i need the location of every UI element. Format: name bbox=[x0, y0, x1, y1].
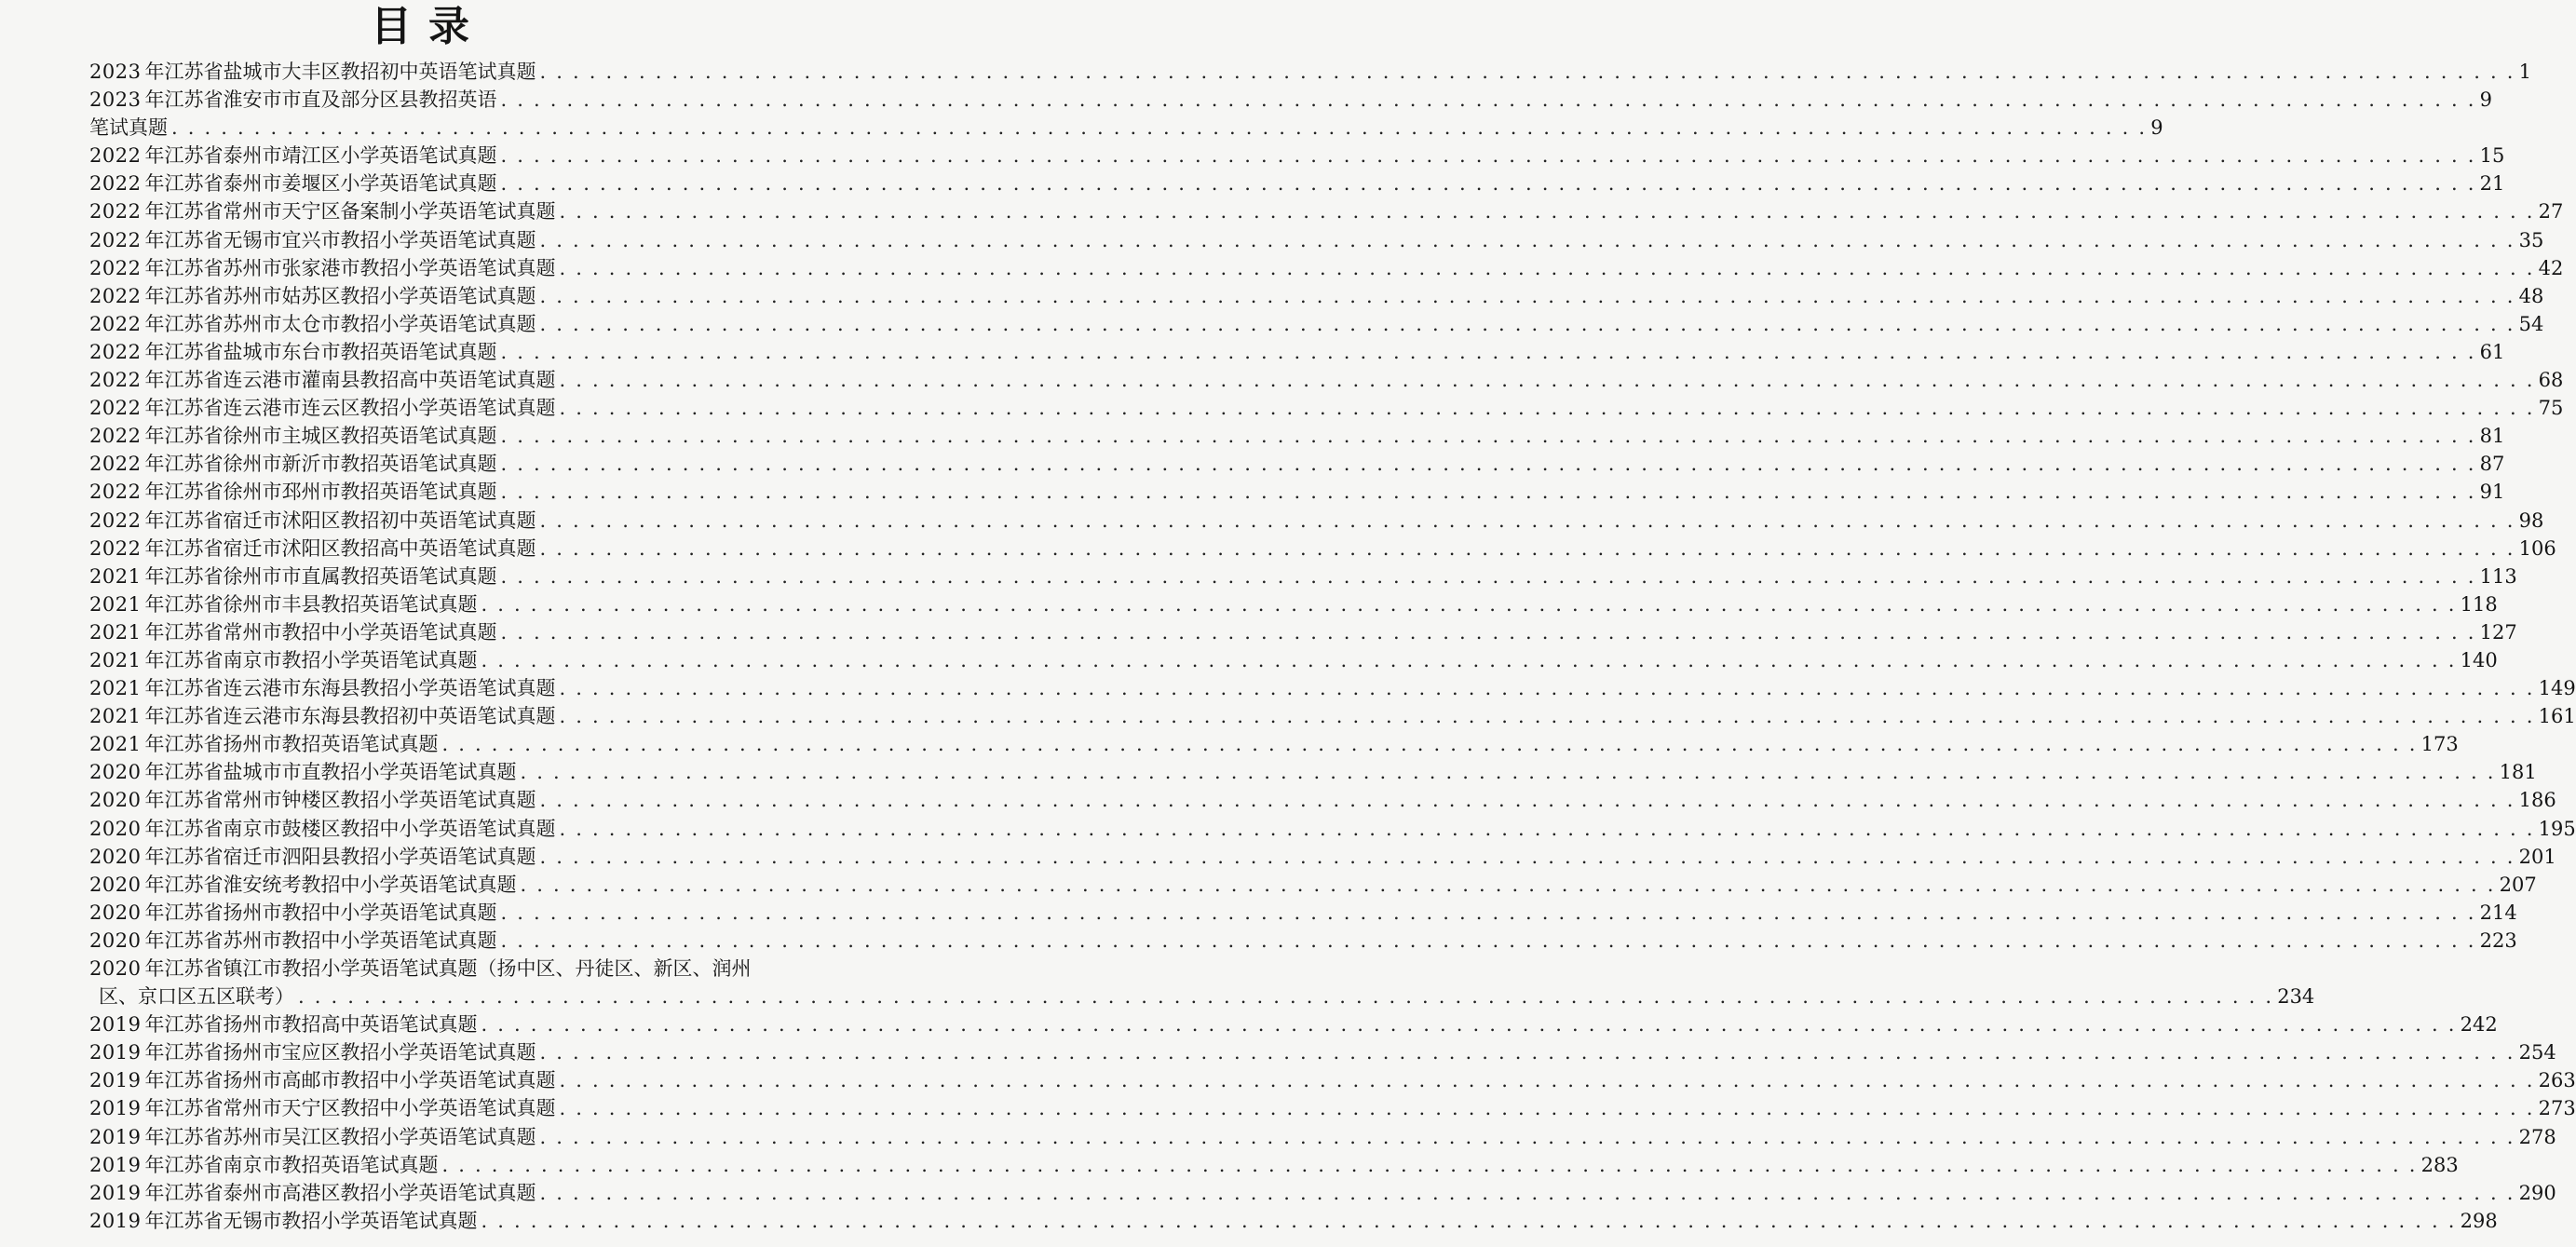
toc-entry-page: 106 bbox=[2518, 536, 2556, 560]
toc-leader-dots: . . . . . . . . . . . . . . . . . . . . . . . . . . . . . . . . . . . . . . . . . . . . . . . . . . . . . . . . . . . . . . . . . . . . . . . . . . . . . . . . . . . . . . . . . . . . . . . . . . . . . . . . . . . . . . . . . . . . . . . . bbox=[539, 228, 2515, 251]
toc-entry-year: 2021 bbox=[89, 677, 142, 700]
toc-entry-title bbox=[89, 871, 516, 899]
toc-entry-page: 61 bbox=[2479, 340, 2505, 363]
toc-entry-text: 年江苏省徐州市丰县教招英语笔试真题 bbox=[144, 592, 478, 616]
toc-entry-title bbox=[89, 786, 536, 814]
toc-entry-text: 年江苏省常州市天宁区教招中小学英语笔试真题 bbox=[144, 1097, 556, 1120]
toc-entry[interactable] bbox=[89, 310, 2544, 338]
toc-entry[interactable] bbox=[99, 983, 2315, 1010]
toc-leader-dots: . . . . . . . . . . . . . . . . . . . . . . . . . . . . . . . . . . . . . . . . . . . . . . . . . . . . . . . . . . . . . . . . . . . . . . . . . . . . . . . . . . . . . . . . . . . . . . . . . . . . . . . . . . . . . . . . . . . . . . . . bbox=[500, 620, 2476, 644]
toc-entry-page: 15 bbox=[2479, 144, 2505, 168]
toc-entry-year: 2022 bbox=[89, 256, 142, 279]
toc-entry-page: 283 bbox=[2420, 1153, 2459, 1176]
toc-leader-dots: . . . . . . . . . . . . . . . . . . . . . . . . . . . . . . . . . . . . . . . . . . . . . . . . . . . . . . . . . . . . . . . . . . . . . . . . . . . . . . . . . . . . . . . . . . . . . . . . . . . . . . . . . . . . . . . . . . . . . . . . bbox=[559, 817, 2535, 840]
toc-leader-dots: . . . . . . . . . . . . . . . . . . . . . . . . . . . . . . . . . . . . . . . . . . . . . . . . . . . . . . . . . . . . . . . . . . . . . . . . . . . . . . . . . . . . . . . . . . . . . . . . . . . . . . . . . . . . . . . . . . . . . . . . bbox=[298, 985, 2274, 1009]
toc-entry-page: 181 bbox=[2499, 761, 2537, 784]
toc-entry-year: 2020 bbox=[89, 789, 142, 812]
toc-leader-dots: . . . . . . . . . . . . . . . . . . . . . . . . . . . . . . . . . . . . . . . . . . . . . . . . . . . . . . . . . . . . . . . . . . . . . . . . . . . . . . . . . . . . . . . . . . . . . . . . . . . . . . . . . . . . . . . . . . . . . . . . bbox=[539, 312, 2515, 335]
toc-entry[interactable] bbox=[89, 226, 2544, 254]
toc-entry-page: 273 bbox=[2538, 1097, 2576, 1120]
toc-entry[interactable] bbox=[89, 450, 2505, 478]
toc-entry-year: 2019 bbox=[89, 1041, 142, 1064]
toc-entry-title bbox=[89, 702, 555, 730]
toc-entry-title bbox=[89, 1038, 536, 1066]
toc-entry-text: 年江苏省泰州市靖江区小学英语笔试真题 bbox=[144, 144, 497, 168]
toc-entry-year: 2021 bbox=[89, 733, 142, 756]
toc-entry-text: 年江苏省苏州市教招中小学英语笔试真题 bbox=[144, 928, 497, 952]
toc-leader-dots: . . . . . . . . . . . . . . . . . . . . . . . . . . . . . . . . . . . . . . . . . . . . . . . . . . . . . . . . . . . . . . . . . . . . . . . . . . . . . . . . . . . . . . . . . . . . . . . . . . . . . . . . . . . . . . . . . . . . . . . . bbox=[520, 761, 2496, 784]
toc-leader-dots: . . . . . . . . . . . . . . . . . . . . . . . . . . . . . . . . . . . . . . . . . . . . . . . . . . . . . . . . . . . . . . . . . . . . . . . . . . . . . . . . . . . . . . . . . . . . . . . . . . . . . . . . . . . . . . . . . . . . . . . . bbox=[559, 369, 2535, 392]
toc-entry[interactable] bbox=[89, 843, 2556, 871]
toc-entry-page: 201 bbox=[2518, 845, 2556, 868]
toc-leader-dots: . . . . . . . . . . . . . . . . . . . . . . . . . . . . . . . . . . . . . . . . . . . . . . . . . . . . . . . . . . . . . . . . . . . . . . . . . . . . . . . . . . . . . . . . . . . . . . . . . . . . . . . . . . . . . . . . . . . . . . . . bbox=[559, 1097, 2535, 1120]
toc-leader-dots: . . . . . . . . . . . . . . . . . . . . . . . . . . . . . . . . . . . . . . . . . . . . . . . . . . . . . . . . . . . . . . . . . . . . . . . . . . . . . . . . . . . . . . . . . . . . . . . . . . . . . . . . . . . . . . . . . . . . . . . . bbox=[500, 144, 2476, 168]
toc-entry-title bbox=[89, 535, 536, 563]
toc-entry-text: 年江苏省盐城市东台市教招英语笔试真题 bbox=[144, 340, 497, 363]
toc-entry-title bbox=[89, 254, 555, 282]
toc-entry-title bbox=[89, 563, 496, 590]
toc-entry-year: 2021 bbox=[89, 648, 142, 671]
toc-entry[interactable] bbox=[89, 1066, 2576, 1094]
toc-entry-title bbox=[89, 955, 810, 983]
toc-entry-text: 年江苏省泰州市姜堰区小学英语笔试真题 bbox=[144, 172, 497, 196]
toc-leader-dots: . . . . . . . . . . . . . . . . . . . . . . . . . . . . . . . . . . . . . . . . . . . . . . . . . . . . . . . . . . . . . . . . . . . . . . . . . . . . . . . . . . . . . . . . . . . . . . . . . . . . . . . . . . . . . . . . . . . . . . . . bbox=[539, 1125, 2515, 1148]
toc-entry-page: 113 bbox=[2479, 564, 2517, 588]
toc-entry-text: 年江苏省宿迁市沭阳区教招初中英语笔试真题 bbox=[144, 508, 536, 532]
toc-entry-page: 173 bbox=[2420, 733, 2459, 756]
toc-leader-dots: . . . . . . . . . . . . . . . . . . . . . . . . . . . . . . . . . . . . . . . . . . . . . . . . . . . . . . . . . . . . . . . . . . . . . . . . . . . . . . . . . . . . . . . . . . . . . . . . . . . . . . . . . . . . . . . . . . . . . . . . bbox=[539, 284, 2515, 307]
toc-entry-year: 2022 bbox=[89, 369, 142, 392]
toc-entry-page: 42 bbox=[2538, 256, 2564, 279]
toc-leader-dots: . . . . . . . . . . . . . . . . . . . . . . . . . . . . . . . . . . . . . . . . . . . . . . . . . . . . . . . . . . . . . . . . . . . . . . . . . . . . . . . . . . . . . . . . . . . . . . . . . . . . . . . . . . . . . . . . . . . . . . . . bbox=[500, 340, 2476, 363]
toc-entry-title bbox=[89, 843, 536, 871]
toc-entry-text: 年江苏省无锡市宜兴市教招小学英语笔试真题 bbox=[144, 228, 536, 251]
toc-entry-text: 年江苏省苏州市姑苏区教招小学英语笔试真题 bbox=[144, 284, 536, 307]
toc-entry-year: 2021 bbox=[89, 592, 142, 616]
toc-entry-title bbox=[89, 674, 555, 702]
toc-entry-title bbox=[89, 1123, 536, 1151]
toc-entry-year: 2022 bbox=[89, 228, 142, 251]
toc-entry-text: 年江苏省常州市教招中小学英语笔试真题 bbox=[144, 620, 497, 644]
toc-entry[interactable] bbox=[89, 1151, 2459, 1179]
toc-entry-page: 21 bbox=[2479, 172, 2505, 196]
toc-entry-text: 年江苏省扬州市宝应区教招小学英语笔试真题 bbox=[144, 1041, 536, 1064]
toc-entry[interactable] bbox=[89, 1123, 2556, 1151]
toc-entry-page: 278 bbox=[2518, 1125, 2556, 1148]
toc-entry-text: 年江苏省苏州市张家港市教招小学英语笔试真题 bbox=[144, 256, 556, 279]
toc-entry-title bbox=[89, 282, 536, 310]
toc-entry-page: 263 bbox=[2538, 1069, 2576, 1092]
toc-entry-page: 98 bbox=[2518, 508, 2544, 532]
toc-entry-year: 2022 bbox=[89, 200, 142, 224]
toc-entry-text: 年江苏省徐州市主城区教招英语笔试真题 bbox=[144, 425, 497, 448]
toc-entry[interactable] bbox=[89, 1094, 2576, 1122]
toc-entry[interactable] bbox=[89, 815, 2576, 843]
toc-leader-dots: . . . . . . . . . . . . . . . . . . . . . . . . . . . . . . . . . . . . . . . . . . . . . . . . . . . . . . . . . . . . . . . . . . . . . . . . . . . . . . . . . . . . . . . . . . . . . . . . . . . . . . . . . . . . . . . . . . . . . . . . bbox=[481, 1013, 2457, 1037]
toc-entry[interactable] bbox=[89, 1179, 2556, 1207]
toc-leader-dots: . . . . . . . . . . . . . . . . . . . . . . . . . . . . . . . . . . . . . . . . . . . . . . . . . . . . . . . . . . . . . . . . . . . . . . . . . . . . . . . . . . . . . . . . . . . . . . . . . . . . . . . . . . . . . . . . . . . . . . . . bbox=[500, 453, 2476, 476]
toc-entry-title bbox=[89, 478, 496, 506]
toc-entry-year: 2022 bbox=[89, 312, 142, 335]
toc-entry[interactable] bbox=[89, 899, 2517, 927]
toc-leader-dots: . . . . . . . . . . . . . . . . . . . . . . . . . . . . . . . . . . . . . . . . . . . . . . . . . . . . . . . . . . . . . . . . . . . . . . . . . . . . . . . . . . . . . . . . . . . . . . . . . . . . . . . . . . . . . . . . . . . . . . . . bbox=[539, 1041, 2515, 1064]
toc-entry-text: 年江苏省苏州市吴江区教招小学英语笔试真题 bbox=[144, 1125, 536, 1148]
toc-entry-page: 186 bbox=[2518, 789, 2556, 812]
toc-entry-page: 195 bbox=[2538, 817, 2576, 840]
toc-entry-text: 年江苏省徐州市邳州市教招英语笔试真题 bbox=[144, 481, 497, 504]
toc-entry[interactable] bbox=[89, 114, 2163, 142]
toc-leader-dots: . . . . . . . . . . . . . . . . . . . . . . . . . . . . . . . . . . . . . . . . . . . . . . . . . . . . . . . . . . . . . . . . . . . . . . . . . . . . . . . . . . . . . . . . . . . . . . . . . . . . . . . . . . . . . . . . . . . . . . . . bbox=[539, 61, 2515, 83]
toc-entry[interactable] bbox=[89, 1207, 2498, 1235]
toc-entry-text: 年江苏省无锡市教招小学英语笔试真题 bbox=[144, 1209, 478, 1232]
toc-entry-year: 2022 bbox=[89, 536, 142, 560]
toc-entry-page: 118 bbox=[2460, 592, 2498, 616]
toc-leader-dots: . . . . . . . . . . . . . . . . . . . . . . . . . . . . . . . . . . . . . . . . . . . . . . . . . . . . . . . . . . . . . . . . . . . . . . . . . . . . . . . . . . . . . . . . . . . . . . . . . . . . . . . . . . . . . . . . . . . . . . . . bbox=[559, 256, 2535, 279]
toc-entry-title bbox=[89, 58, 536, 86]
toc-entry-text: 年江苏省徐州市新沂市教招英语笔试真题 bbox=[144, 453, 497, 476]
toc-entry-title bbox=[89, 450, 496, 478]
toc-entry-title bbox=[89, 114, 168, 142]
toc-entry-year: 2020 bbox=[89, 845, 142, 868]
toc-entry-text: 区、京口区五区联考） bbox=[99, 985, 294, 1009]
toc-entry[interactable] bbox=[89, 197, 2564, 225]
toc-entry[interactable] bbox=[89, 535, 2556, 563]
toc-entry-title bbox=[89, 1207, 477, 1235]
toc-entry-page: 27 bbox=[2538, 200, 2564, 224]
toc-leader-dots: . . . . . . . . . . . . . . . . . . . . . . . . . . . . . . . . . . . . . . . . . . . . . . . . . . . . . . . . . . . . . . . . . . . . . . . . . . . . . . . . . . . . . . . . . . . . . . . . . . . . . . . . . . . . . . . . . . . . . . . . bbox=[171, 116, 2148, 140]
toc-leader-dots: . . . . . . . . . . . . . . . . . . . . . . . . . . . . . . . . . . . . . . . . . . . . . . . . . . . . . . . . . . . . . . . . . . . . . . . . . . . . . . . . . . . . . . . . . . . . . . . . . . . . . . . . . . . . . . . . . . . . . . . . bbox=[500, 901, 2476, 924]
toc-entry[interactable] bbox=[89, 646, 2498, 674]
toc-entry[interactable] bbox=[89, 563, 2517, 590]
toc-entry-year: 2022 bbox=[89, 340, 142, 363]
toc-entry-title bbox=[89, 1094, 555, 1122]
toc-entry-page: 140 bbox=[2460, 648, 2498, 671]
toc-entry[interactable] bbox=[89, 142, 2505, 169]
toc-entry-text: 年江苏省盐城市市直教招小学英语笔试真题 bbox=[144, 761, 517, 784]
toc-entry[interactable] bbox=[89, 702, 2576, 730]
toc-entry-page: 9 bbox=[2479, 88, 2493, 112]
toc-entry[interactable] bbox=[89, 618, 2517, 646]
toc-entry-title bbox=[89, 646, 477, 674]
toc-entry-title bbox=[89, 507, 536, 535]
toc-entry-page: 75 bbox=[2538, 397, 2564, 420]
toc-entry[interactable] bbox=[89, 674, 2576, 702]
toc-leader-dots: . . . . . . . . . . . . . . . . . . . . . . . . . . . . . . . . . . . . . . . . . . . . . . . . . . . . . . . . . . . . . . . . . . . . . . . . . . . . . . . . . . . . . . . . . . . . . . . . . . . . . . . . . . . . . . . . . . . . . . . . bbox=[481, 1209, 2457, 1232]
toc-entry[interactable] bbox=[89, 786, 2556, 814]
toc-leader-dots: . . . . . . . . . . . . . . . . . . . . . . . . . . . . . . . . . . . . . . . . . . . . . . . . . . . . . . . . . . . . . . . . . . . . . . . . . . . . . . . . . . . . . . . . . . . . . . . . . . . . . . . . . . . . . . . . . . . . . . . . bbox=[539, 1181, 2515, 1204]
toc-leader-dots: . . . . . . . . . . . . . . . . . . . . . . . . . . . . . . . . . . . . . . . . . . . . . . . . . . . . . . . . . . . . . . . . . . . . . . . . . . . . . . . . . . . . . . . . . . . . . . . . . . . . . . . . . . . . . . . . . . . . . . . . bbox=[500, 928, 2476, 952]
toc-entry[interactable] bbox=[89, 927, 2517, 955]
toc-entry-title bbox=[89, 1179, 536, 1207]
toc-entry[interactable] bbox=[89, 254, 2564, 282]
toc-entry-title bbox=[89, 422, 496, 450]
toc-entry-page: 242 bbox=[2460, 1013, 2498, 1037]
toc-leader-dots: . . . . . . . . . . . . . . . . . . . . . . . . . . . . . . . . . . . . . . . . . . . . . . . . . . . . . . . . . . . . . . . . . . . . . . . . . . . . . . . . . . . . . . . . . . . . . . . . . . . . . . . . . . . . . . . . . . . . . . . . bbox=[539, 845, 2515, 868]
toc-entry-text: 年江苏省徐州市市直属教招英语笔试真题 bbox=[144, 564, 497, 588]
toc-entry-year: 2022 bbox=[89, 284, 142, 307]
toc-entry-title bbox=[89, 899, 496, 927]
toc-entry-page: 1 bbox=[2518, 61, 2532, 83]
toc-entry[interactable] bbox=[89, 338, 2505, 366]
toc-entry-page: 149 bbox=[2538, 677, 2576, 700]
toc-entry-year: 2020 bbox=[89, 817, 142, 840]
toc-entry-year: 2022 bbox=[89, 453, 142, 476]
toc-entry[interactable] bbox=[89, 478, 2505, 506]
toc-entry-page: 9 bbox=[2150, 116, 2163, 140]
toc-entry[interactable] bbox=[89, 955, 810, 983]
toc-entry[interactable] bbox=[89, 758, 2537, 786]
toc-entry-page: 234 bbox=[2277, 985, 2315, 1009]
toc-entry-page: 298 bbox=[2460, 1209, 2498, 1232]
toc-entry-text: 年江苏省常州市钟楼区教招小学英语笔试真题 bbox=[144, 789, 536, 812]
toc-entry-year: 2019 bbox=[89, 1097, 142, 1120]
toc-entry-text: 年江苏省南京市教招英语笔试真题 bbox=[144, 1153, 439, 1176]
toc-leader-dots: . . . . . . . . . . . . . . . . . . . . . . . . . . . . . . . . . . . . . . . . . . . . . . . . . . . . . . . . . . . . . . . . . . . . . . . . . . . . . . . . . . . . . . . . . . . . . . . . . . . . . . . . . . . . . . . . . . . . . . . . bbox=[481, 648, 2457, 671]
toc-entry[interactable] bbox=[89, 282, 2544, 310]
toc-entry-year: 2019 bbox=[89, 1153, 142, 1176]
toc-entry[interactable] bbox=[89, 58, 2532, 86]
toc-entry-text: 年江苏省连云港市连云区教招小学英语笔试真题 bbox=[144, 397, 556, 420]
toc-entry-text: 年江苏省扬州市教招高中英语笔试真题 bbox=[144, 1013, 478, 1037]
toc-entry-page: 48 bbox=[2518, 284, 2544, 307]
toc-entry-text: 年江苏省宿迁市沭阳区教招高中英语笔试真题 bbox=[144, 536, 536, 560]
toc-entry-text: 年江苏省扬州市高邮市教招中小学英语笔试真题 bbox=[144, 1069, 556, 1092]
toc-entry-text: 年江苏省镇江市教招小学英语笔试真题（扬中区、丹徒区、新区、润州 bbox=[144, 957, 752, 980]
toc-entry-title bbox=[89, 1066, 555, 1094]
toc-entry-text: 年江苏省南京市教招小学英语笔试真题 bbox=[144, 648, 478, 671]
toc-entry-page: 254 bbox=[2518, 1041, 2556, 1064]
toc-entry-page: 81 bbox=[2479, 425, 2505, 448]
toc-entry[interactable] bbox=[89, 366, 2564, 394]
toc-entry[interactable] bbox=[89, 590, 2498, 618]
toc-entry-page: 87 bbox=[2479, 453, 2505, 476]
toc-entry-title bbox=[99, 983, 294, 1010]
toc-entry-year: 2022 bbox=[89, 508, 142, 532]
toc-entry-year: 2023 bbox=[89, 61, 142, 83]
toc-entry-title bbox=[89, 815, 555, 843]
toc-leader-dots: . . . . . . . . . . . . . . . . . . . . . . . . . . . . . . . . . . . . . . . . . . . . . . . . . . . . . . . . . . . . . . . . . . . . . . . . . . . . . . . . . . . . . . . . . . . . . . . . . . . . . . . . . . . . . . . . . . . . . . . . bbox=[500, 481, 2476, 504]
toc-leader-dots: . . . . . . . . . . . . . . . . . . . . . . . . . . . . . . . . . . . . . . . . . . . . . . . . . . . . . . . . . . . . . . . . . . . . . . . . . . . . . . . . . . . . . . . . . . . . . . . . . . . . . . . . . . . . . . . . . . . . . . . . bbox=[559, 200, 2535, 224]
toc-entry-page: 207 bbox=[2499, 873, 2537, 896]
toc-entry[interactable] bbox=[89, 422, 2505, 450]
toc-entry-text: 年江苏省苏州市太仓市教招小学英语笔试真题 bbox=[144, 312, 536, 335]
toc-leader-dots: . . . . . . . . . . . . . . . . . . . . . . . . . . . . . . . . . . . . . . . . . . . . . . . . . . . . . . . . . . . . . . . . . . . . . . . . . . . . . . . . . . . . . . . . . . . . . . . . . . . . . . . . . . . . . . . . . . . . . . . . bbox=[520, 873, 2496, 896]
toc-entry-year: 2022 bbox=[89, 425, 142, 448]
toc-leader-dots: . . . . . . . . . . . . . . . . . . . . . . . . . . . . . . . . . . . . . . . . . . . . . . . . . . . . . . . . . . . . . . . . . . . . . . . . . . . . . . . . . . . . . . . . . . . . . . . . . . . . . . . . . . . . . . . . . . . . . . . . bbox=[559, 705, 2535, 728]
toc-entry-title bbox=[89, 142, 496, 169]
toc-entry-text: 年江苏省连云港市灌南县教招高中英语笔试真题 bbox=[144, 369, 556, 392]
toc-entry-page: 91 bbox=[2479, 481, 2505, 504]
toc-entry[interactable] bbox=[89, 1010, 2498, 1038]
toc-entry-title bbox=[89, 86, 496, 114]
toc-entry-year: 2019 bbox=[89, 1069, 142, 1092]
toc-entry-year: 2020 bbox=[89, 901, 142, 924]
toc-entry[interactable] bbox=[89, 86, 2493, 114]
table-of-contents bbox=[89, 58, 2576, 1235]
toc-entry-page: 290 bbox=[2518, 1181, 2556, 1204]
toc-leader-dots: . . . . . . . . . . . . . . . . . . . . . . . . . . . . . . . . . . . . . . . . . . . . . . . . . . . . . . . . . . . . . . . . . . . . . . . . . . . . . . . . . . . . . . . . . . . . . . . . . . . . . . . . . . . . . . . . . . . . . . . . bbox=[539, 508, 2515, 532]
toc-leader-dots: . . . . . . . . . . . . . . . . . . . . . . . . . . . . . . . . . . . . . . . . . . . . . . . . . . . . . . . . . . . . . . . . . . . . . . . . . . . . . . . . . . . . . . . . . . . . . . . . . . . . . . . . . . . . . . . . . . . . . . . . bbox=[559, 677, 2535, 700]
toc-entry-text: 年江苏省淮安统考教招中小学英语笔试真题 bbox=[144, 873, 517, 896]
toc-leader-dots: . . . . . . . . . . . . . . . . . . . . . . . . . . . . . . . . . . . . . . . . . . . . . . . . . . . . . . . . . . . . . . . . . . . . . . . . . . . . . . . . . . . . . . . . . . . . . . . . . . . . . . . . . . . . . . . . . . . . . . . . bbox=[441, 1153, 2418, 1176]
toc-entry-text: 年江苏省扬州市教招中小学英语笔试真题 bbox=[144, 901, 497, 924]
toc-entry-page: 161 bbox=[2538, 705, 2576, 728]
toc-entry-text: 笔试真题 bbox=[89, 116, 168, 140]
toc-leader-dots: . . . . . . . . . . . . . . . . . . . . . . . . . . . . . . . . . . . . . . . . . . . . . . . . . . . . . . . . . . . . . . . . . . . . . . . . . . . . . . . . . . . . . . . . . . . . . . . . . . . . . . . . . . . . . . . . . . . . . . . . bbox=[500, 88, 2476, 112]
toc-entry-page: 68 bbox=[2538, 369, 2564, 392]
toc-entry[interactable] bbox=[89, 169, 2505, 197]
toc-leader-dots: . . . . . . . . . . . . . . . . . . . . . . . . . . . . . . . . . . . . . . . . . . . . . . . . . . . . . . . . . . . . . . . . . . . . . . . . . . . . . . . . . . . . . . . . . . . . . . . . . . . . . . . . . . . . . . . . . . . . . . . . bbox=[481, 592, 2457, 616]
toc-entry-text: 年江苏省常州市天宁区备案制小学英语笔试真题 bbox=[144, 200, 556, 224]
toc-entry-year: 2023 bbox=[89, 88, 142, 112]
toc-entry-text: 年江苏省盐城市大丰区教招初中英语笔试真题 bbox=[144, 61, 536, 83]
toc-entry-title bbox=[89, 730, 438, 758]
toc-entry-title bbox=[89, 1010, 477, 1038]
toc-entry-year: 2022 bbox=[89, 172, 142, 196]
page-title: 目录 bbox=[371, 3, 486, 50]
toc-entry-title bbox=[89, 758, 516, 786]
toc-entry[interactable] bbox=[89, 507, 2544, 535]
toc-entry-year: 2021 bbox=[89, 564, 142, 588]
toc-entry-page: 223 bbox=[2479, 928, 2517, 952]
toc-entry-year: 2022 bbox=[89, 481, 142, 504]
toc-entry-year: 2022 bbox=[89, 397, 142, 420]
toc-entry-page: 214 bbox=[2479, 901, 2517, 924]
toc-entry-year: 2019 bbox=[89, 1125, 142, 1148]
toc-entry-title bbox=[89, 310, 536, 338]
toc-entry-text: 年江苏省扬州市教招英语笔试真题 bbox=[144, 733, 439, 756]
toc-entry-title bbox=[89, 927, 496, 955]
toc-leader-dots: . . . . . . . . . . . . . . . . . . . . . . . . . . . . . . . . . . . . . . . . . . . . . . . . . . . . . . . . . . . . . . . . . . . . . . . . . . . . . . . . . . . . . . . . . . . . . . . . . . . . . . . . . . . . . . . . . . . . . . . . bbox=[559, 1069, 2535, 1092]
toc-entry-text: 年江苏省淮安市市直及部分区县教招英语 bbox=[144, 88, 497, 112]
toc-entry-title bbox=[89, 394, 555, 422]
toc-entry-page: 35 bbox=[2518, 228, 2544, 251]
toc-leader-dots: . . . . . . . . . . . . . . . . . . . . . . . . . . . . . . . . . . . . . . . . . . . . . . . . . . . . . . . . . . . . . . . . . . . . . . . . . . . . . . . . . . . . . . . . . . . . . . . . . . . . . . . . . . . . . . . . . . . . . . . . bbox=[500, 564, 2476, 588]
toc-entry-year: 2020 bbox=[89, 761, 142, 784]
toc-entry-text: 年江苏省泰州市高港区教招小学英语笔试真题 bbox=[144, 1181, 536, 1204]
toc-entry-text: 年江苏省连云港市东海县教招小学英语笔试真题 bbox=[144, 677, 556, 700]
toc-entry-page: 127 bbox=[2479, 620, 2517, 644]
toc-entry-title bbox=[89, 226, 536, 254]
toc-entry-text: 年江苏省南京市鼓楼区教招中小学英语笔试真题 bbox=[144, 817, 556, 840]
toc-entry-year: 2021 bbox=[89, 705, 142, 728]
toc-entry-title bbox=[89, 197, 555, 225]
toc-entry-title bbox=[89, 1151, 438, 1179]
toc-leader-dots: . . . . . . . . . . . . . . . . . . . . . . . . . . . . . . . . . . . . . . . . . . . . . . . . . . . . . . . . . . . . . . . . . . . . . . . . . . . . . . . . . . . . . . . . . . . . . . . . . . . . . . . . . . . . . . . . . . . . . . . . bbox=[500, 172, 2476, 196]
toc-entry-title bbox=[89, 169, 496, 197]
toc-entry-year: 2019 bbox=[89, 1209, 142, 1232]
toc-entry-year: 2020 bbox=[89, 928, 142, 952]
toc-entry[interactable] bbox=[89, 394, 2564, 422]
toc-entry-text: 年江苏省宿迁市泗阳县教招小学英语笔试真题 bbox=[144, 845, 536, 868]
toc-entry-text: 年江苏省连云港市东海县教招初中英语笔试真题 bbox=[144, 705, 556, 728]
toc-leader-dots: . . . . . . . . . . . . . . . . . . . . . . . . . . . . . . . . . . . . . . . . . . . . . . . . . . . . . . . . . . . . . . . . . . . . . . . . . . . . . . . . . . . . . . . . . . . . . . . . . . . . . . . . . . . . . . . . . . . . . . . . bbox=[559, 397, 2535, 420]
toc-entry-title bbox=[89, 338, 496, 366]
toc-entry-year: 2020 bbox=[89, 957, 142, 980]
toc-entry-title bbox=[89, 618, 496, 646]
toc-entry-title bbox=[89, 366, 555, 394]
toc-entry-year: 2021 bbox=[89, 620, 142, 644]
toc-entry-year: 2020 bbox=[89, 873, 142, 896]
toc-entry-year: 2019 bbox=[89, 1013, 142, 1037]
toc-leader-dots: . . . . . . . . . . . . . . . . . . . . . . . . . . . . . . . . . . . . . . . . . . . . . . . . . . . . . . . . . . . . . . . . . . . . . . . . . . . . . . . . . . . . . . . . . . . . . . . . . . . . . . . . . . . . . . . . . . . . . . . . bbox=[539, 536, 2515, 560]
toc-entry[interactable] bbox=[89, 871, 2537, 899]
toc-entry-page: 54 bbox=[2518, 312, 2544, 335]
toc-entry-year: 2019 bbox=[89, 1181, 142, 1204]
toc-leader-dots: . . . . . . . . . . . . . . . . . . . . . . . . . . . . . . . . . . . . . . . . . . . . . . . . . . . . . . . . . . . . . . . . . . . . . . . . . . . . . . . . . . . . . . . . . . . . . . . . . . . . . . . . . . . . . . . . . . . . . . . . bbox=[500, 425, 2476, 448]
toc-entry-title bbox=[89, 590, 477, 618]
toc-entry[interactable] bbox=[89, 1038, 2556, 1066]
toc-leader-dots: . . . . . . . . . . . . . . . . . . . . . . . . . . . . . . . . . . . . . . . . . . . . . . . . . . . . . . . . . . . . . . . . . . . . . . . . . . . . . . . . . . . . . . . . . . . . . . . . . . . . . . . . . . . . . . . . . . . . . . . . bbox=[539, 789, 2515, 812]
toc-entry-year: 2022 bbox=[89, 144, 142, 168]
toc-leader-dots: . . . . . . . . . . . . . . . . . . . . . . . . . . . . . . . . . . . . . . . . . . . . . . . . . . . . . . . . . . . . . . . . . . . . . . . . . . . . . . . . . . . . . . . . . . . . . . . . . . . . . . . . . . . . . . . . . . . . . . . . bbox=[441, 733, 2418, 756]
toc-entry[interactable] bbox=[89, 730, 2459, 758]
